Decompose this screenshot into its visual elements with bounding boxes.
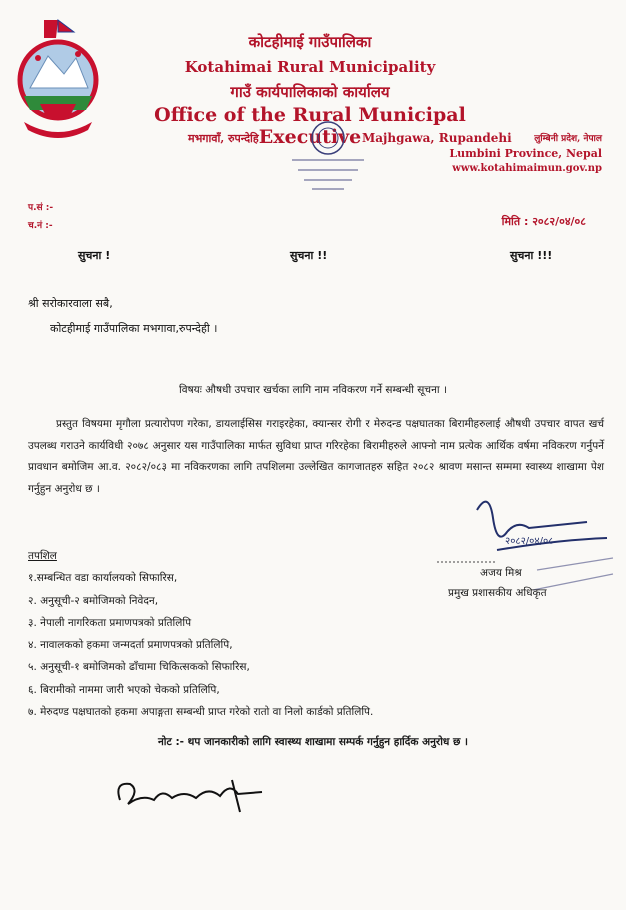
org-name-nepali: कोटहीमाई गाउँपालिका <box>248 33 372 51</box>
org-name-english: Kotahimai Rural Municipality <box>184 58 436 76</box>
reference-number-label: प.सं :- <box>28 203 54 213</box>
office-name-english: Office of the Rural Municipal Executive <box>154 104 466 148</box>
recipient-line-2: कोटहीमाई गाउँपालिका मभगावा,रुपन्देही । <box>50 322 218 335</box>
body-paragraph: प्रस्तुत विषयमा मृगौला प्रत्यारोपण गरेका, डायलाईसिस गराइरहेका, क्यान्सर रोगी र मेरुदन्ड पक्षघातका बिरामीहरुलाई औषधी उपचार वापत खर्च उपलब्ध गराउने कार्यविधी २०७८ अनुसार यस गाउँपालिका मार्फत सुविधा प्राप्त गरिरहेका बिरामीहरुले आफ्नो नाम प्रत्येक आर्थिक वर्षमा नविकरण गर्नुपर्ने प्रावधान बमोजिम आ.व. २०८२/०८३ मा नविकरणका लागि तपशिलमा उल्लेखित कागजातहरु सहित २०८२ श्रावण मसान्त सम्ममा स्वास्थ्य शाखामा पेश गर्नुहुन अनुरोध छ । <box>28 418 604 495</box>
notice-label-1: सुचना ! <box>78 249 111 262</box>
officer-name: अजय मिश्र <box>480 567 522 579</box>
list-item: ५. अनुसूची-१ बमोजिमको ढाँचामा चिकित्सकको सिफारिस, <box>28 661 250 674</box>
website-link[interactable]: www.kotahimaimun.gov.np <box>452 163 602 174</box>
list-item: ७. मेरुदण्ड पक्षघातको हकमा अपाङ्गता सम्बन्धी प्राप्त गरेको रातो वा निलो कार्डको प्रतिलिपि. <box>28 706 374 719</box>
details-list <box>28 545 373 723</box>
address-english: Majhgawa, Rupandehi <box>362 131 512 145</box>
list-item: ६. बिरामीको नाममा जारी भएको चेकको प्रतिलिपि, <box>28 683 220 696</box>
officer-signature-icon <box>437 470 617 650</box>
signature-date: २०८२/०४/०८ <box>505 536 554 547</box>
recipient-line-1: श्री सरोकारवाला सबै, <box>28 297 113 310</box>
notice-label-2: सुचना !! <box>290 249 328 262</box>
office-stamp-icon <box>288 112 368 194</box>
handwritten-signature-icon <box>112 772 282 822</box>
dispatch-number-label: च.नं :- <box>28 221 53 231</box>
letter-date: मिति : २०८२/०४/०८ <box>501 215 586 228</box>
nepal-emblem-icon <box>14 18 102 146</box>
province-english: Lumbini Province, Nepal <box>449 147 602 160</box>
list-item: १.सम्बन्धित वडा कार्यालयको सिफारिस, <box>28 572 178 585</box>
footer-note: नोट :- थप जानकारीको लागि स्वास्थ्य शाखामा सम्पर्क गर्नुहुन हार्दिक अनुरोध छ । <box>157 736 469 748</box>
list-item: ४. नावालकको हकमा जन्मदर्ता प्रमाणपत्रको प्रतिलिपि, <box>28 639 233 652</box>
officer-designation: प्रमुख प्रशासकीय अधिकृत <box>448 587 547 599</box>
address-nepali: मभगावाँ, रुपन्देहि <box>188 132 259 145</box>
province-nepali: लुम्बिनी प्रदेश, नेपाल <box>534 134 602 144</box>
list-item: २. अनुसूची-२ बमोजिमको निवेदन, <box>28 594 159 607</box>
details-heading: तपशिल <box>28 550 57 562</box>
office-name-nepali: गाउँ कार्यपालिकाको कार्यालय <box>230 83 390 101</box>
list-item: ३. नेपाली नागरिकता प्रमाणपत्रको प्रतिलिपि <box>28 616 192 629</box>
subject-line: विषयः औषधी उपचार खर्चका लागि नाम नविकरण गर्ने सम्बन्धी सूचना । <box>179 384 447 396</box>
notice-label-3: सुचना !!! <box>510 249 553 262</box>
